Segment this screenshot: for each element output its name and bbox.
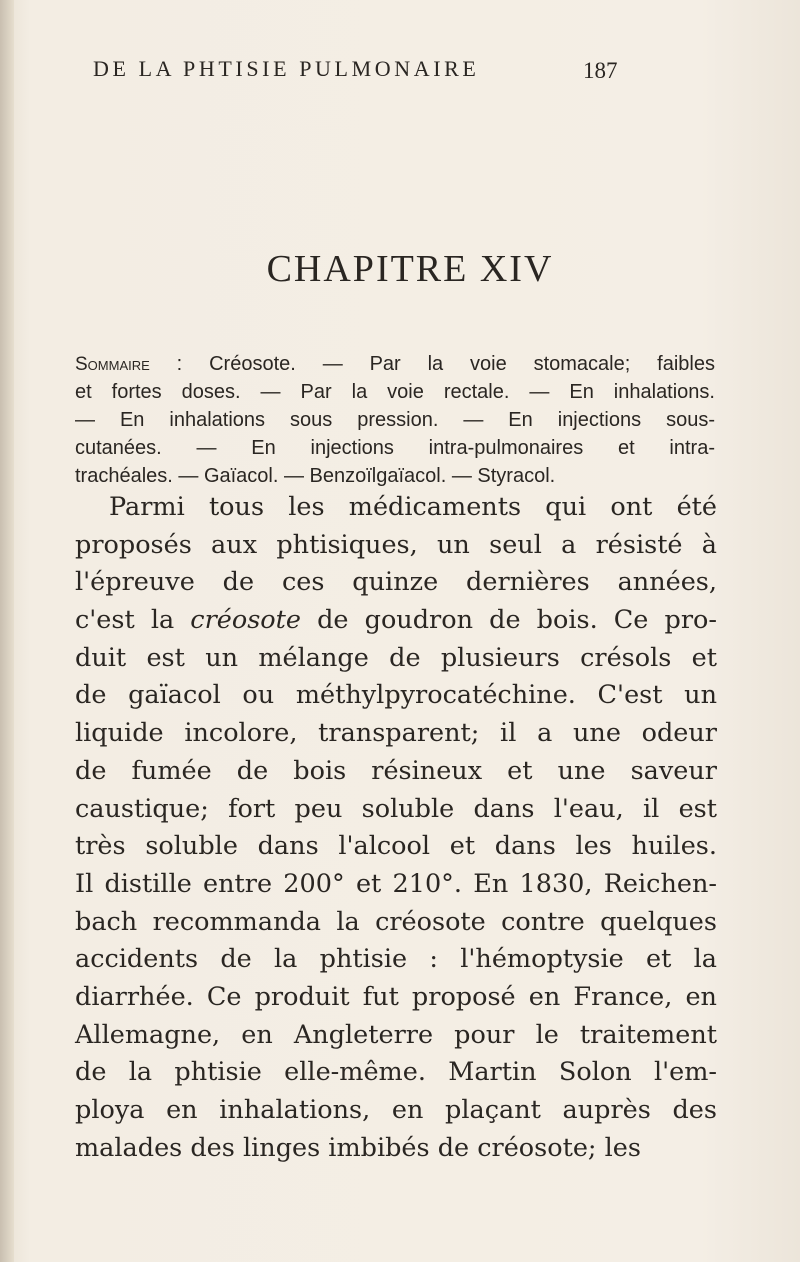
body-line: l'épreuve de ces quinze dernières années, bbox=[75, 567, 717, 598]
summary-line: trachéales. — Gaïacol. — Benzoïlgaïacol. — Styracol. bbox=[75, 465, 556, 487]
chapter-title: CHAPITRE XIV bbox=[266, 248, 554, 290]
body-line: diarrhée. Ce produit fut proposé en France, en bbox=[75, 981, 717, 1012]
summary-line: — En inhalations sous pression. — En injections sous- bbox=[75, 409, 715, 431]
body-line: bach recommanda la créosote contre quelques bbox=[75, 906, 717, 937]
body-line: de gaïacol ou méthylpyrocatéchine. C'est un bbox=[75, 680, 717, 711]
body-line: accidents de la phtisie : l'hémoptysie et la bbox=[75, 944, 717, 975]
body-line: Il distille entre 200° et 210°. En 1830, Reichen- bbox=[75, 868, 717, 899]
summary-text: : Créosote. — Par la voie stomacale; faibles bbox=[149, 353, 715, 375]
running-title: DE LA PHTISIE PULMONAIRE bbox=[93, 56, 480, 81]
body-line: de fumée de bois résineux et une saveur bbox=[75, 755, 717, 786]
body-line: de la phtisie elle-même. Martin Solon l'em- bbox=[75, 1057, 717, 1088]
binding-edge bbox=[0, 0, 14, 1262]
body-line: duit est un mélange de plusieurs crésols et bbox=[75, 642, 717, 673]
body-line: caustique; fort peu soluble dans l'eau, il est bbox=[75, 793, 717, 824]
body-text: c'est la bbox=[75, 605, 191, 636]
summary-line bbox=[75, 350, 715, 378]
summary-label: Sommaire bbox=[75, 354, 150, 375]
term-creosote: créosote bbox=[190, 605, 301, 636]
body-line: très soluble dans l'alcool et dans les huiles. bbox=[75, 831, 717, 862]
summary-line: cutanées. — En injections intra-pulmonaires et intra- bbox=[75, 437, 715, 459]
body-text: de goudron de bois. Ce pro- bbox=[301, 605, 717, 636]
body-line: malades des linges imbibés de créosote; les bbox=[75, 1132, 641, 1163]
body-line bbox=[75, 602, 717, 640]
body-line: ploya en inhalations, en plaçant auprès des bbox=[75, 1095, 717, 1125]
body-line: Parmi tous les médicaments qui ont été bbox=[109, 492, 717, 522]
summary-line: et fortes doses. — Par la voie rectale. — En inhalations. bbox=[75, 381, 715, 403]
body-line: liquide incolore, transparent; il a une odeur bbox=[75, 718, 717, 749]
body-line: Allemagne, en Angleterre pour le traitement bbox=[75, 1019, 717, 1050]
body-paragraph bbox=[75, 489, 717, 1167]
page-number: 187 bbox=[583, 58, 618, 83]
chapter-summary bbox=[75, 350, 715, 490]
body-line: proposés aux phtisiques, un seul a résisté à bbox=[75, 529, 717, 560]
running-head bbox=[0, 56, 800, 96]
